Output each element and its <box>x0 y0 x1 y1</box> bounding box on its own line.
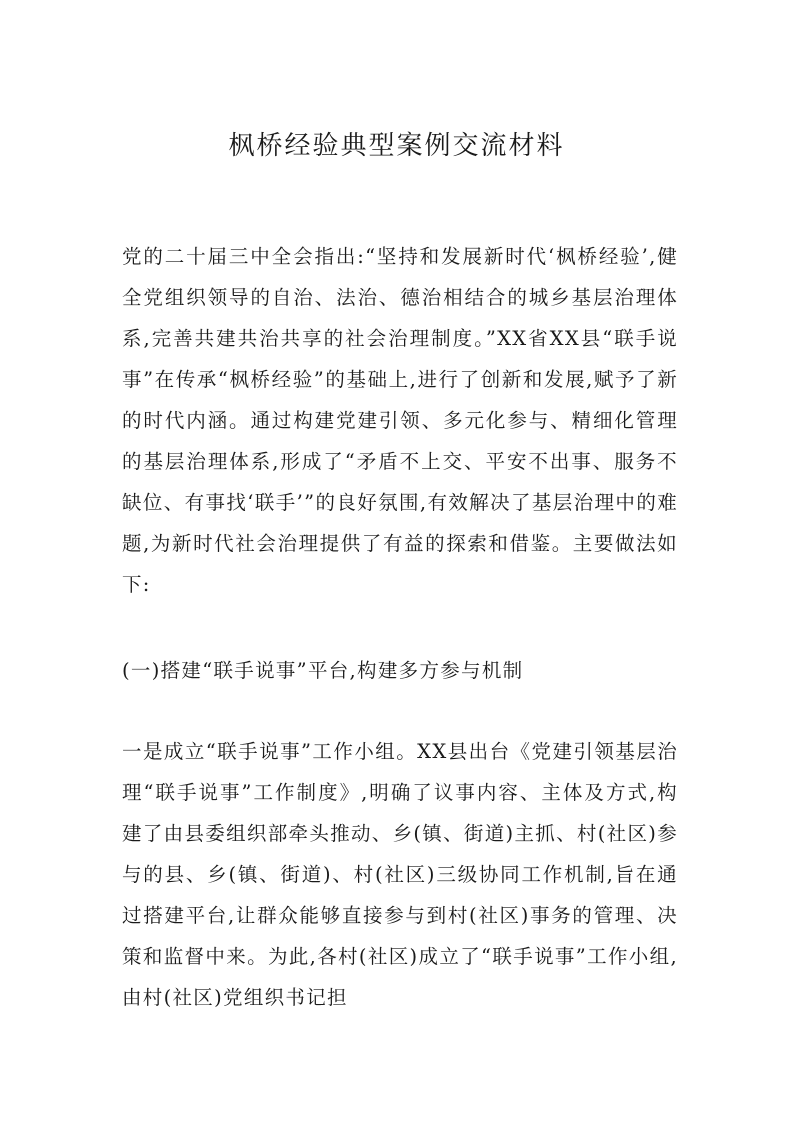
document-title: 枫桥经验典型案例交流材料 <box>228 131 565 161</box>
section-body-paragraph: 一是成立“联手说事”工作小组。XX县出台《党建引领基层治理“联手说事”工作制度》,明确了议事内容、主体及方式,构建了由县委组织部牵头推动、乡(镇、街道)主抓、村(社区)参与的县、乡(镇、街道)、村(社区)三级协同工作机制,旨在通过搭建平台,让群众能够直接参与到村(社区)事务的管理、决策和监督中来。为此,各村(社区)成立了“联手说事”工作小组,由村(社区)党组织书记担 <box>122 740 678 1009</box>
section-heading: (一)搭建“联手说事”平台,构建多方参与机制 <box>122 659 524 682</box>
intro-paragraph: 党的二十届三中全会指出:“坚持和发展新时代‘枫桥经验’,健全党组织领导的自治、法治、德治相结合的城乡基层治理体系,完善共建共治共享的社会治理制度。”XX省XX县“联手说事”在传承“枫桥经验”的基础上,进行了创新和发展,赋予了新的时代内涵。通过构建党建引领、多元化参与、精细化管理的基层治理体系,形成了“矛盾不上交、平安不出事、服务不缺位、有事找‘联手’”的良好氛围,有效解决了基层治理中的难题,为新时代社会治理提供了有益的探索和借鉴。主要做法如下: <box>122 245 678 596</box>
